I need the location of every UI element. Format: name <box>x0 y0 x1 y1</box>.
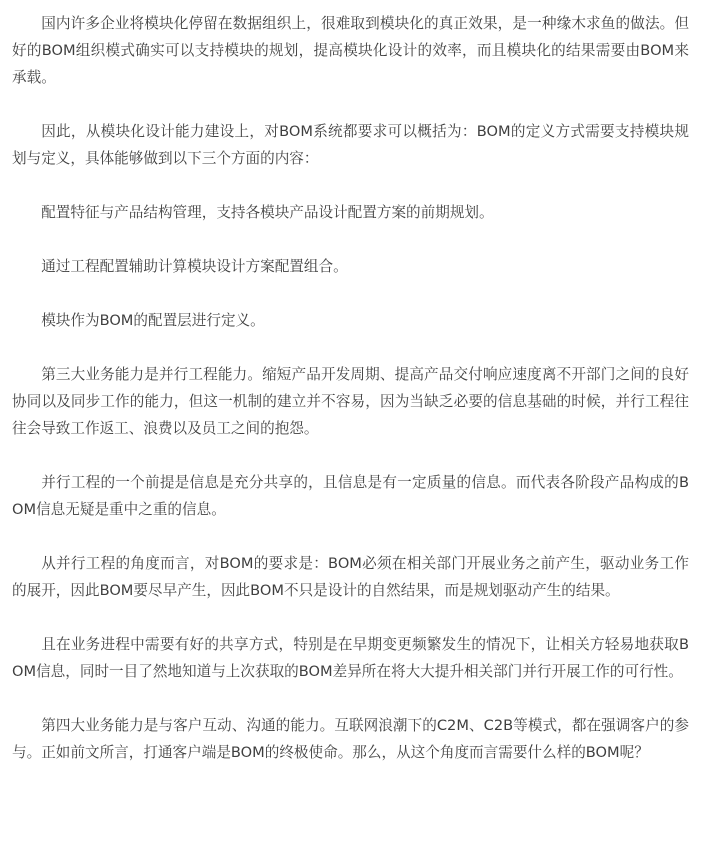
paragraph-6: 第三大业务能力是并行工程能力。缩短产品开发周期、提高产品交付响应速度离不开部门之间的良好协同以及同步工作的能力，但这一机制的建立并不容易，因为当缺乏必要的信息基础的时候，并行工程往往会导致工作返工、浪费以及员工之间的抱怨。 <box>12 366 689 437</box>
article-body <box>12 10 689 766</box>
paragraph-5: 模块作为BOM的配置层进行定义。 <box>41 312 265 329</box>
paragraph-1: 国内许多企业将模块化停留在数据组织上，很难取到模块化的真正效果，是一种缘木求鱼的做法。但好的BOM组织模式确实可以支持模块的规划，提高模块化设计的效率，而且模块化的结果需要由BOM来承载。 <box>12 15 689 86</box>
paragraph-4: 通过工程配置辅助计算模块设计方案配置组合。 <box>41 258 348 275</box>
paragraph-10: 第四大业务能力是与客户互动、沟通的能力。互联网浪潮下的C2M、C2B等模式，都在强调客户的参与。正如前文所言，打通客户端是BOM的终极使命。那么，从这个角度而言需要什么样的BOM呢？ <box>12 717 689 761</box>
paragraph-3: 配置特征与产品结构管理，支持各模块产品设计配置方案的前期规划。 <box>41 204 494 221</box>
paragraph-7: 并行工程的一个前提是信息是充分共享的，且信息是有一定质量的信息。而代表各阶段产品构成的BOM信息无疑是重中之重的信息。 <box>12 474 689 518</box>
paragraph-9: 且在业务进程中需要有好的共享方式，特别是在早期变更频繁发生的情况下，让相关方轻易地获取BOM信息，同时一目了然地知道与上次获取的BOM差异所在将大大提升相关部门并行开展工作的可行性。 <box>12 636 689 680</box>
paragraph-2: 因此，从模块化设计能力建设上，对BOM系统都要求可以概括为：BOM的定义方式需要支持模块规划与定义，具体能够做到以下三个方面的内容： <box>12 123 689 167</box>
paragraph-8: 从并行工程的角度而言，对BOM的要求是：BOM必须在相关部门开展业务之前产生，驱动业务工作的展开，因此BOM要尽早产生，因此BOM不只是设计的自然结果，而是规划驱动产生的结果。 <box>12 555 689 599</box>
